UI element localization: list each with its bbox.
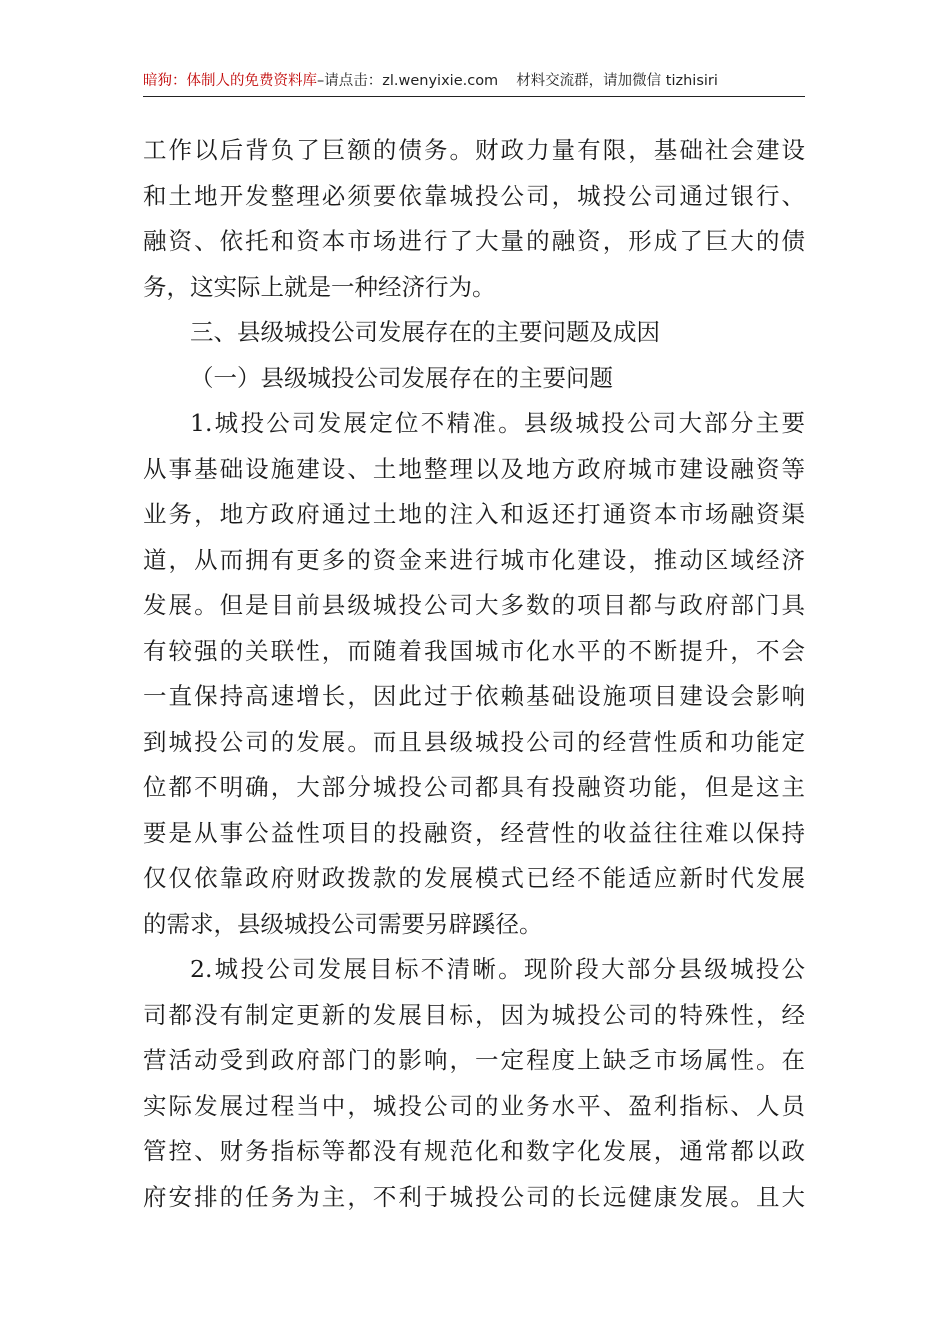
text-line: 2.城投公司发展目标不清晰。现阶段大部分县级城投公 (190, 955, 805, 983)
text-line: 的需求，县级城投公司需要另辟蹊径。 (143, 909, 543, 938)
text-line: 业务，地方政府通过土地的注入和返还打通资本市场融资渠 (143, 500, 805, 528)
text-line: 要是从事公益性项目的投融资，经营性的收益往往难以保持 (143, 818, 805, 847)
point2-paragraph (143, 947, 805, 1220)
header-divider (143, 96, 805, 97)
point1-paragraph (143, 401, 805, 947)
section-heading: 三、县级城投公司发展存在的主要问题及成因 (190, 318, 660, 346)
header-group-label: 材料交流群，请加微信 tizhisiri (516, 73, 718, 89)
header-site-label: 暗狗：体制人的免费资料库 (143, 73, 317, 89)
document-body (143, 128, 805, 1220)
text-line: 实际发展过程当中，城投公司的业务水平、盈利指标、人员 (143, 1091, 805, 1120)
text-line: 一直保持高速增长，因此过于依赖基础设施项目建设会影响 (143, 682, 805, 710)
intro-paragraph (143, 128, 805, 310)
text-line: 和土地开发整理必须要依靠城投公司，城投公司通过银行、 (143, 181, 805, 210)
text-line: 到城投公司的发展。而且县级城投公司的经营性质和功能定 (143, 727, 805, 756)
text-line: 从事基础设施建设、土地整理以及地方政府城市建设融资等 (143, 454, 805, 483)
text-line: 道，从而拥有更多的资金来进行城市化建设，推动区域经济 (143, 545, 805, 574)
text-line: 融资、依托和资本市场进行了大量的融资，形成了巨大的债 (143, 227, 805, 255)
text-line: 工作以后背负了巨额的债务。财政力量有限，基础社会建设 (143, 136, 805, 164)
text-line: 务，这实际上就是一种经济行为。 (143, 272, 496, 301)
text-line: 府安排的任务为主，不利于城投公司的长远健康发展。且大 (143, 1182, 805, 1211)
text-line: 管控、财务指标等都没有规范化和数字化发展，通常都以政 (143, 1137, 805, 1165)
sub-heading: （一）县级城投公司发展存在的主要问题 (190, 363, 613, 392)
text-line: 司都没有制定更新的发展目标，因为城投公司的特殊性，经 (143, 1000, 805, 1029)
text-line: 有较强的关联性，而随着我国城市化水平的不断提升，不会 (143, 636, 805, 665)
text-line: 仅仅依靠政府财政拨款的发展模式已经不能适应新时代发展 (143, 864, 805, 892)
text-line: 营活动受到政府部门的影响，一定程度上缺乏市场属性。在 (143, 1046, 805, 1074)
text-line: 位都不明确，大部分城投公司都具有投融资功能，但是这主 (143, 773, 805, 801)
text-line: 1.城投公司发展定位不精准。县级城投公司大部分主要 (190, 409, 805, 437)
text-line: 发展。但是目前县级城投公司大多数的项目都与政府部门具 (143, 591, 805, 619)
header-click-link[interactable]: –请点击：zl.wenyixie.com (317, 73, 499, 89)
page-header (143, 68, 805, 94)
